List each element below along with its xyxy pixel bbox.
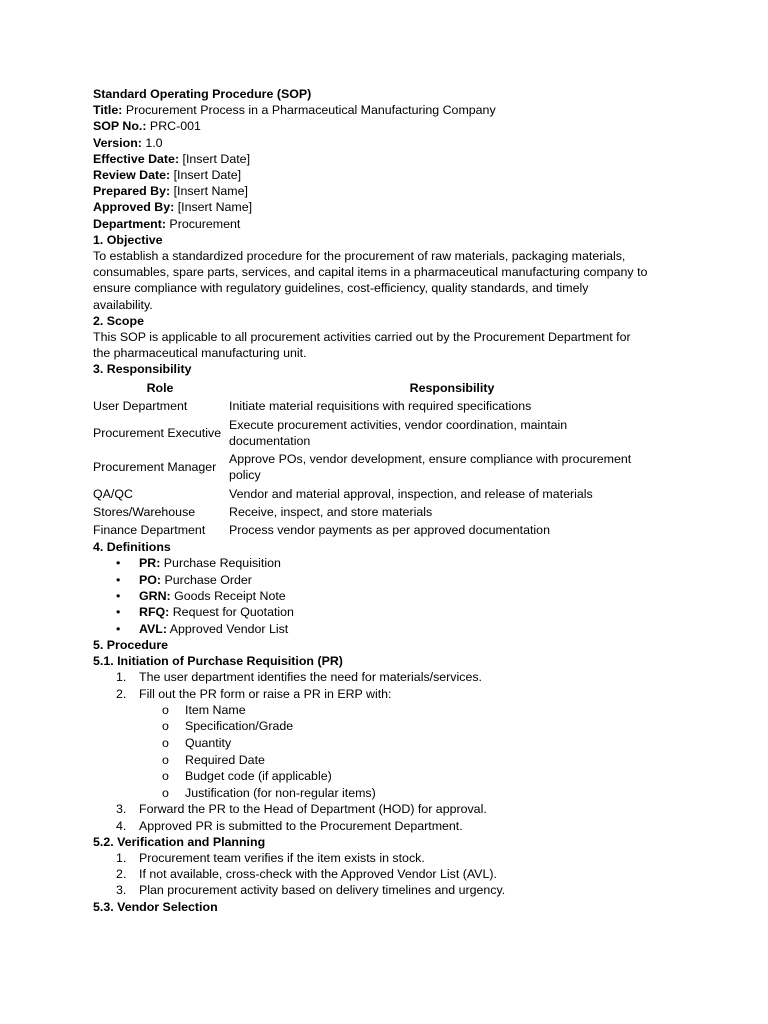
responsibility-cell: [228, 416, 676, 450]
section-heading-objective: 1. Objective: [93, 232, 163, 247]
objective-line: To establish a standardized procedure for the procurement of raw materials, packaging materials,: [93, 249, 626, 264]
sub-bullet-icon: o: [162, 719, 169, 734]
pr-fields-list: [139, 702, 683, 802]
responsibility-cell: [228, 503, 676, 521]
definition-term: PR:: [139, 556, 161, 571]
sub-bullet-icon: o: [162, 785, 169, 800]
list-item: [93, 718, 683, 735]
list-item: [93, 686, 683, 802]
definition-term: GRN:: [139, 589, 171, 604]
cell-line: Initiate material requisitions with required specifications: [229, 399, 532, 414]
step-number: 2.: [116, 686, 127, 701]
list-item: [93, 604, 683, 620]
field-label: SOP No.:: [93, 119, 147, 134]
objective-line: ensure compliance with regulatory guidelines, cost-efficiency, quality standards, and timely: [93, 281, 589, 296]
sub-bullet-icon: o: [162, 735, 169, 750]
sub-bullet-icon: o: [162, 769, 169, 784]
list-item: [93, 866, 683, 882]
step-text: Plan procurement activity based on delivery timelines and urgency.: [139, 883, 506, 898]
list-item: [93, 621, 683, 637]
list-item: [93, 752, 683, 769]
cell-line: documentation: [229, 434, 311, 449]
step-number: 1.: [116, 670, 127, 685]
step-text: Forward the PR to the Head of Department (HOD) for approval.: [139, 802, 487, 817]
field-label: Effective Date:: [93, 151, 180, 166]
role-cell: Finance Department: [93, 523, 206, 538]
definition-desc: Purchase Requisition: [160, 556, 281, 571]
responsibility-table: [92, 379, 676, 540]
objective-line: consumables, spare parts, services, and capital items in a pharmaceutical manufacturing company to: [93, 265, 648, 280]
sub-item-text: Specification/Grade: [185, 719, 294, 734]
list-item: [93, 768, 683, 785]
list-item: [93, 785, 683, 802]
definition-desc: Purchase Order: [161, 572, 252, 587]
definition-term: AVL:: [139, 621, 167, 636]
steps-list-5-1: [93, 669, 683, 833]
field-value: [Insert Date]: [179, 151, 251, 166]
scope-line: This SOP is applicable to all procurement activities carried out by the Procurement Department for: [93, 330, 631, 345]
field-label: Approved By:: [93, 200, 175, 215]
list-item: [93, 669, 683, 685]
role-cell: Procurement Executive: [93, 425, 222, 440]
field-value: 1.0: [141, 135, 163, 150]
definition-term: RFQ:: [139, 605, 170, 620]
section-heading-definitions: 4. Definitions: [93, 540, 171, 555]
bullet-icon: •: [116, 572, 121, 587]
field-label: Department:: [93, 216, 166, 231]
sub-item-text: Budget code (if applicable): [185, 769, 332, 784]
definition-desc: Approved Vendor List: [167, 621, 289, 636]
col-header-responsibility: Responsibility: [409, 380, 495, 395]
col-header-role: Role: [146, 380, 174, 395]
bullet-icon: •: [116, 556, 121, 571]
field-title: [93, 102, 683, 118]
list-item: [93, 588, 683, 604]
role-cell: User Department: [93, 399, 188, 414]
field-label: Title:: [93, 103, 123, 118]
sub-bullet-icon: o: [162, 702, 169, 717]
field-label: Prepared By:: [93, 184, 171, 199]
step-text: Fill out the PR form or raise a PR in ERP with:: [139, 686, 392, 701]
responsibility-cell: [228, 450, 676, 484]
role-cell: Procurement Manager: [93, 460, 217, 475]
table-row: [92, 503, 676, 521]
field-value: [Insert Date]: [170, 168, 242, 183]
field-prepared-by: [93, 183, 683, 199]
table-header-row: [92, 379, 676, 397]
field-version: [93, 135, 683, 151]
list-item: [93, 735, 683, 752]
cell-line: Process vendor payments as per approved documentation: [229, 523, 550, 538]
section-heading-scope: 2. Scope: [93, 313, 144, 328]
step-text: Approved PR is submitted to the Procurement Department.: [139, 818, 463, 833]
field-department: [93, 216, 683, 232]
field-value: [Insert Name]: [174, 200, 253, 215]
list-item: [93, 555, 683, 571]
responsibility-cell: [228, 485, 676, 503]
table-row: [92, 416, 676, 450]
cell-line: Execute procurement activities, vendor coordination, maintain: [229, 417, 568, 432]
table-row: [92, 485, 676, 503]
section-heading-procedure: 5. Procedure: [93, 637, 169, 652]
responsibility-cell: [228, 397, 676, 416]
role-cell: QA/QC: [93, 486, 133, 501]
doc-title: Standard Operating Procedure (SOP): [93, 87, 312, 101]
step-number: 2.: [116, 867, 127, 882]
list-item: [93, 801, 683, 817]
subsection-heading-5-3: 5.3. Vendor Selection: [93, 899, 218, 914]
field-sop-no: [93, 118, 683, 134]
subsection-heading-5-1: 5.1. Initiation of Purchase Requisition (PR): [93, 654, 343, 669]
step-text: The user department identifies the need for materials/services.: [139, 670, 482, 685]
step-number: 1.: [116, 850, 127, 865]
cell-line: Approve POs, vendor development, ensure compliance with procurement: [229, 452, 632, 467]
list-item: [93, 850, 683, 866]
field-value: [Insert Name]: [170, 184, 248, 199]
field-effective-date: [93, 151, 683, 167]
step-number: 3.: [116, 802, 127, 817]
list-item: [93, 702, 683, 719]
cell-line: Receive, inspect, and store materials: [229, 504, 433, 519]
field-review-date: [93, 167, 683, 183]
field-value: PRC-001: [146, 119, 201, 134]
bullet-icon: •: [116, 589, 121, 604]
cell-line: Vendor and material approval, inspection, and release of materials: [229, 486, 593, 501]
step-number: 4.: [116, 818, 127, 833]
step-text: If not available, cross-check with the Approved Vendor List (AVL).: [139, 867, 497, 882]
list-item: [93, 818, 683, 834]
sub-item-text: Quantity: [185, 735, 232, 750]
table-row: [92, 521, 676, 539]
sub-item-text: Required Date: [185, 752, 265, 767]
field-value: Procurement Process in a Pharmaceutical Manufacturing Company: [122, 103, 496, 118]
definition-desc: Request for Quotation: [169, 605, 294, 620]
cell-line: policy: [229, 468, 261, 483]
sub-bullet-icon: o: [162, 752, 169, 767]
document-body: [93, 86, 683, 915]
table-row: [92, 397, 676, 416]
role-cell: Stores/Warehouse: [93, 504, 196, 519]
sub-item-text: Item Name: [185, 702, 246, 717]
objective-line: availability.: [93, 297, 153, 312]
subsection-heading-5-2: 5.2. Verification and Planning: [93, 834, 266, 849]
list-item: [93, 882, 683, 898]
responsibility-cell: [228, 521, 676, 539]
list-item: [93, 572, 683, 588]
field-approved-by: [93, 199, 683, 215]
steps-list-5-2: [93, 850, 683, 899]
bullet-icon: •: [116, 605, 121, 620]
scope-line: the pharmaceutical manufacturing unit.: [93, 346, 307, 361]
bullet-icon: •: [116, 621, 121, 636]
sub-item-text: Justification (for non-regular items): [185, 785, 376, 800]
step-text: Procurement team verifies if the item exists in stock.: [139, 850, 425, 865]
step-number: 3.: [116, 883, 127, 898]
field-label: Version:: [93, 135, 142, 150]
definitions-list: [93, 555, 683, 636]
definition-desc: Goods Receipt Note: [170, 589, 286, 604]
section-heading-responsibility: 3. Responsibility: [93, 362, 192, 377]
table-row: [92, 450, 676, 484]
field-label: Review Date:: [93, 168, 171, 183]
field-value: Procurement: [165, 216, 241, 231]
definition-term: PO:: [139, 572, 162, 587]
